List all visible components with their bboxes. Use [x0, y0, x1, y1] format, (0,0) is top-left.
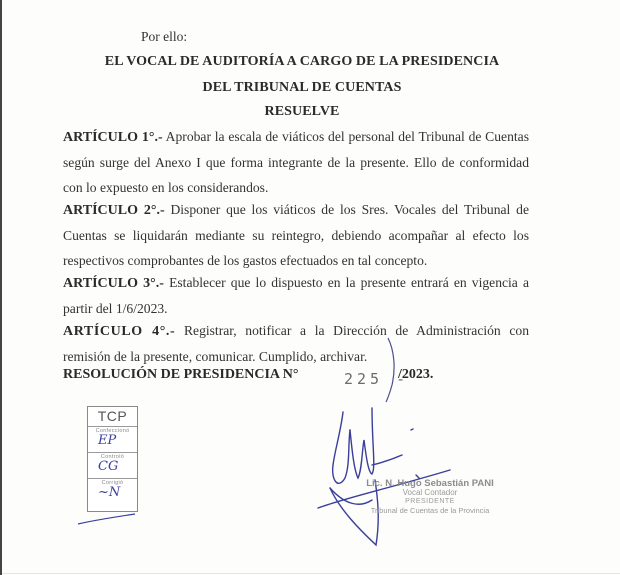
stamp-initials: ~N: [98, 485, 121, 500]
intro-text: Por ello:: [141, 29, 188, 44]
signer-position: PRESIDENTE: [405, 498, 455, 505]
stamp-row-confecciono: [88, 427, 137, 453]
stamp-initials: EP: [98, 433, 117, 448]
resolution-number: 225 -: [344, 370, 410, 388]
resolution-year: /2023.: [398, 367, 434, 382]
heading-resuelve: RESUELVE: [264, 104, 340, 119]
article-2-text: Disponer que los viáticos de los Sres. Vocales del Tribunal de Cuentas se liquidarán mediante su reintegro, debiendo acompañar al efecto los respectivos comprobantes de los gastos efectuados en tal concepto.: [63, 202, 529, 268]
article-1-label: ARTÍCULO 1°.-: [63, 130, 163, 145]
stamp-row-corrigio: [88, 479, 137, 504]
signer-organization: Tribunal de Cuentas de la Provincia: [370, 506, 490, 515]
stamp-row-controlo: [88, 453, 137, 479]
heading-line-2: DEL TRIBUNAL DE CUENTAS: [202, 80, 402, 95]
stamp-initials: CG: [98, 459, 119, 474]
stamp-row-label: Corrigió: [101, 480, 124, 486]
article-1-text: Aprobar la escala de viáticos del personal del Tribunal de Cuentas según surge del Anexo I que forma integrante de la presente. Ello de conformidad con lo expuesto en los considerandos.: [63, 129, 529, 195]
article-2: [63, 197, 529, 273]
tcp-control-stamp: [87, 406, 138, 512]
article-4: [63, 318, 529, 369]
article-3-text: Establecer que lo dispuesto en la presente entrará en vigencia a partir del 1/6/2023.: [63, 275, 529, 316]
stamp-row-label: Confeccionó: [95, 428, 130, 434]
signer-role: Vocal Contador: [402, 488, 458, 497]
resolution-label: RESOLUCIÓN DE PRESIDENCIA N°: [63, 367, 299, 382]
stamp-title: TCP: [88, 407, 137, 427]
article-4-label: ARTÍCULO 4°.-: [63, 324, 176, 339]
signature-stamp: [360, 479, 500, 515]
signer-name: Lic. N. Hugo Sebastián PANI: [366, 478, 494, 489]
stamp-row-label: Controló: [100, 454, 125, 460]
heading-line-1: EL VOCAL DE AUDITORÍA A CARGO DE LA PRESIDENCIA: [104, 54, 500, 69]
article-3: [63, 270, 529, 321]
article-4-text: Registrar, notificar a la Dirección de Administración con remisión de la presente, comunicar. Cumplido, archivar.: [63, 323, 530, 364]
article-3-label: ARTÍCULO 3°.-: [63, 276, 164, 291]
page-bottom-edge: [2, 573, 620, 574]
article-2-label: ARTÍCULO 2°.-: [63, 203, 165, 218]
article-1: [63, 124, 529, 200]
